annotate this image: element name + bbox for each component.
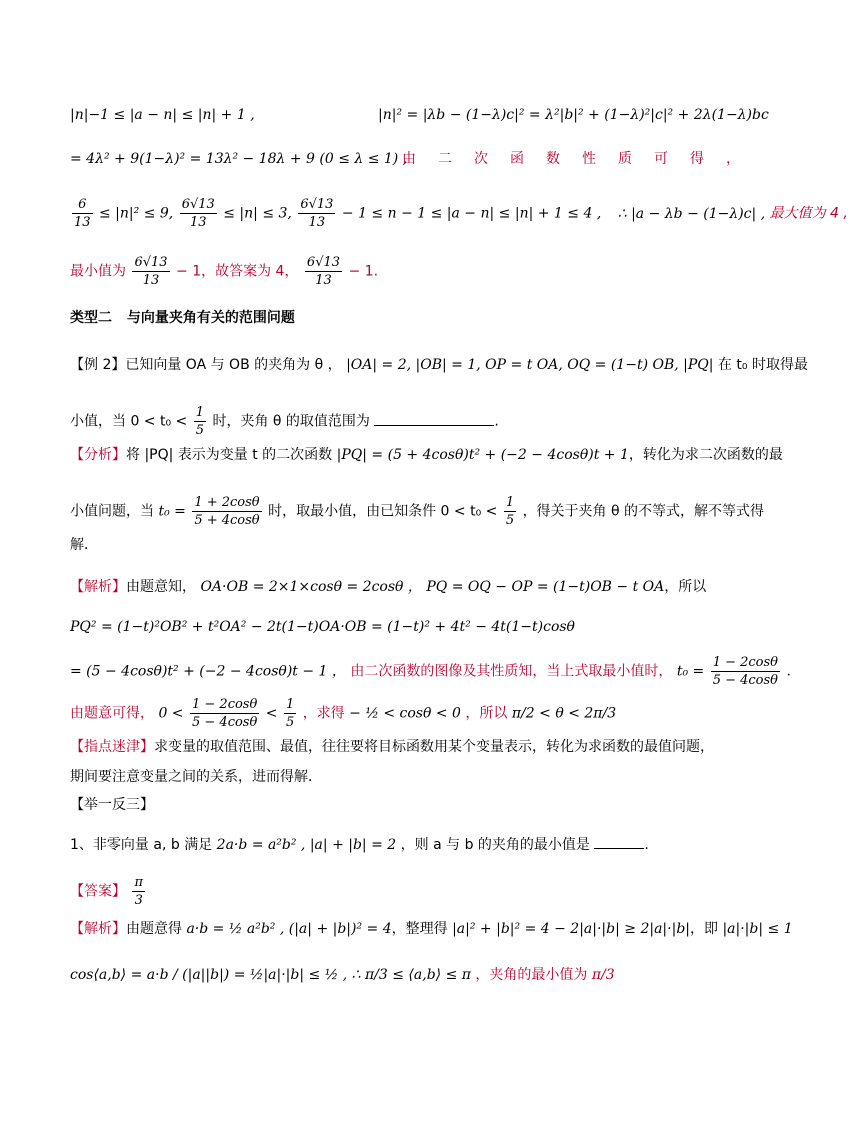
solution-line-4: 由题意可得， 0 < $\frac{1 - 2\cos\theta}{5 - 4\cos\theta}$ < $\frac{1}{5}$ ，求得 − ½ < cosθ < 0 ，所以 π/2 < θ < 2π/3 (70, 697, 617, 730)
answer-blank (374, 411, 494, 426)
fraction-t0-solution: $\frac{1 - 2\cos\theta}{5 - 4\cos\theta}$ (712, 655, 778, 688)
solution-line-3: = (5 − 4cosθ)t² + (−2 − 4cosθ)t − 1 ， 由二次函数的图像及其性质知，当上式取最小值时， t₀ = $\frac{1 - 2\cos\theta}{5 - 4\cos\theta}$ . (70, 655, 791, 688)
fraction-answer: $\frac{6√13}{13}$ (306, 255, 341, 288)
fraction-t0-analysis: $\frac{1 + 2\cos\theta}{5 + 4\cos\theta}$ (194, 495, 260, 528)
solution-line-1: 【解析】由题意知， OA·OB = 2×1×cosθ = 2cosθ ， PQ = OQ − OP = (1−t)OB − t OA，所以 (70, 579, 707, 595)
formula-line-2: = 4λ² + 9(1−λ)² = 13λ² − 18λ + 9 (0 ≤ λ ≤ 1) , (70, 151, 408, 167)
question-1: 1、非零向量 a, b 满足 2a·b = a²b² , |a| + |b| = 2 ，则 a 与 b 的夹角的最小值是 . (70, 834, 649, 854)
tip-line-2: 期间要注意变量之间的关系，进而得解． (70, 769, 322, 785)
fraction-one-fifth: $\frac{1}{5}$ (195, 405, 205, 438)
fraction-6-13: $\frac{6}{13}$ (74, 197, 91, 230)
formula-line-3: $\frac{6}{13}$ ≤ |n|² ≤ 9, $\frac{6√13}{13}$ ≤ |n| ≤ 3, $\frac{6√13}{13}$ − 1 ≤ n − 1 ≤ |a − n| ≤ |n| + 1 ≤ 4 , ∴ |a − λb − (1−λ)c| , 最大值为 4 , (74, 197, 848, 230)
section-heading: 类型二 与向量夹角有关的范围问题 (70, 310, 295, 326)
tip-line-1: 【指点迷津】求变量的取值范围、最值，往往要将目标函数用某个变量表示，转化为求函数的最值问题， (70, 739, 714, 755)
analysis-line-1: 【分析】将 |PQ| 表示为变量 t 的二次函数 |PQ| = (5 + 4cosθ)t² + (−2 − 4cosθ)t + 1，转化为求二次函数的最 (70, 447, 783, 463)
review-heading: 【举一反三】 (70, 797, 154, 813)
example-line-1: 【例 2】已知向量 OA 与 OB 的夹角为 θ ， |OA| = 2, |OB| = 1, OP = t OA, OQ = (1−t) OB, |PQ| 在 t₀ 时取得最 (70, 357, 808, 373)
fraction-one-fifth-b: $\frac{1}{5}$ (505, 495, 515, 528)
formula-line-1a: |n|−1 ≤ |a − n| ≤ |n| + 1 , (70, 107, 255, 123)
answer-fraction: $\frac{\pi}{3}$ (134, 875, 143, 908)
text-line-4: 最小值为 $\frac{6√13}{13}$ − 1，故答案为 4， $\frac{6√13}{13}$ − 1. (70, 255, 379, 288)
fraction-6root13-13: $\frac{6√13}{13}$ (181, 197, 215, 230)
sol3-line-1: 【解析】由题意得 a·b = ½ a²b² , (|a| + |b|)² = 4，整理得 |a|² + |b|² = 4 − 2|a|·|b| ≥ 2|a|·|b|，即 |a|·|b| ≤ 1 (70, 921, 793, 937)
formula-line-1b: |n|² = |λb − (1−λ)c|² = λ²|b|² + (1−λ)²|c|² + 2λ(1−λ)bc (378, 107, 769, 123)
analysis-line-3: 解． (70, 537, 98, 553)
fraction-one-fifth-c: $\frac{1}{5}$ (285, 697, 295, 730)
fraction-t0-inequality: $\frac{1 - 2\cos\theta}{5 - 4\cos\theta}$ (192, 697, 258, 730)
answer-line: 【答案】 $\frac{\pi}{3}$ (70, 875, 143, 908)
example-line-2: 小值，当 0 < t₀ < $\frac{1}{5}$ 时，夹角 θ 的取值范围为 . (70, 405, 499, 438)
sol3-line-2: cos⟨a,b⟩ = a·b / (|a||b|) = ½|a|·|b| ≤ ½ , ∴ π/3 ≤ ⟨a,b⟩ ≤ π ，夹角的最小值为 π/3 (70, 967, 615, 983)
question-blank (594, 834, 644, 849)
solution-line-2: PQ² = (1−t)²OB² + t²OA² − 2t(1−t)OA·OB = (1−t)² + 4t² − 4t(1−t)cosθ (70, 619, 575, 635)
fraction-min: $\frac{6√13}{13}$ (134, 255, 168, 288)
text-line-2: 由二次函数性质可得， (402, 151, 762, 167)
fraction-6root13-13-b: $\frac{6√13}{13}$ (300, 197, 334, 230)
analysis-line-2: 小值问题，当 t₀ = $\frac{1 + 2\cos\theta}{5 + 4\cos\theta}$ 时，取最小值，由已知条件 0 < t₀ < $\frac{1}{5}$ ，得关于夹角 θ 的不等式，解不等式得 (70, 495, 765, 528)
